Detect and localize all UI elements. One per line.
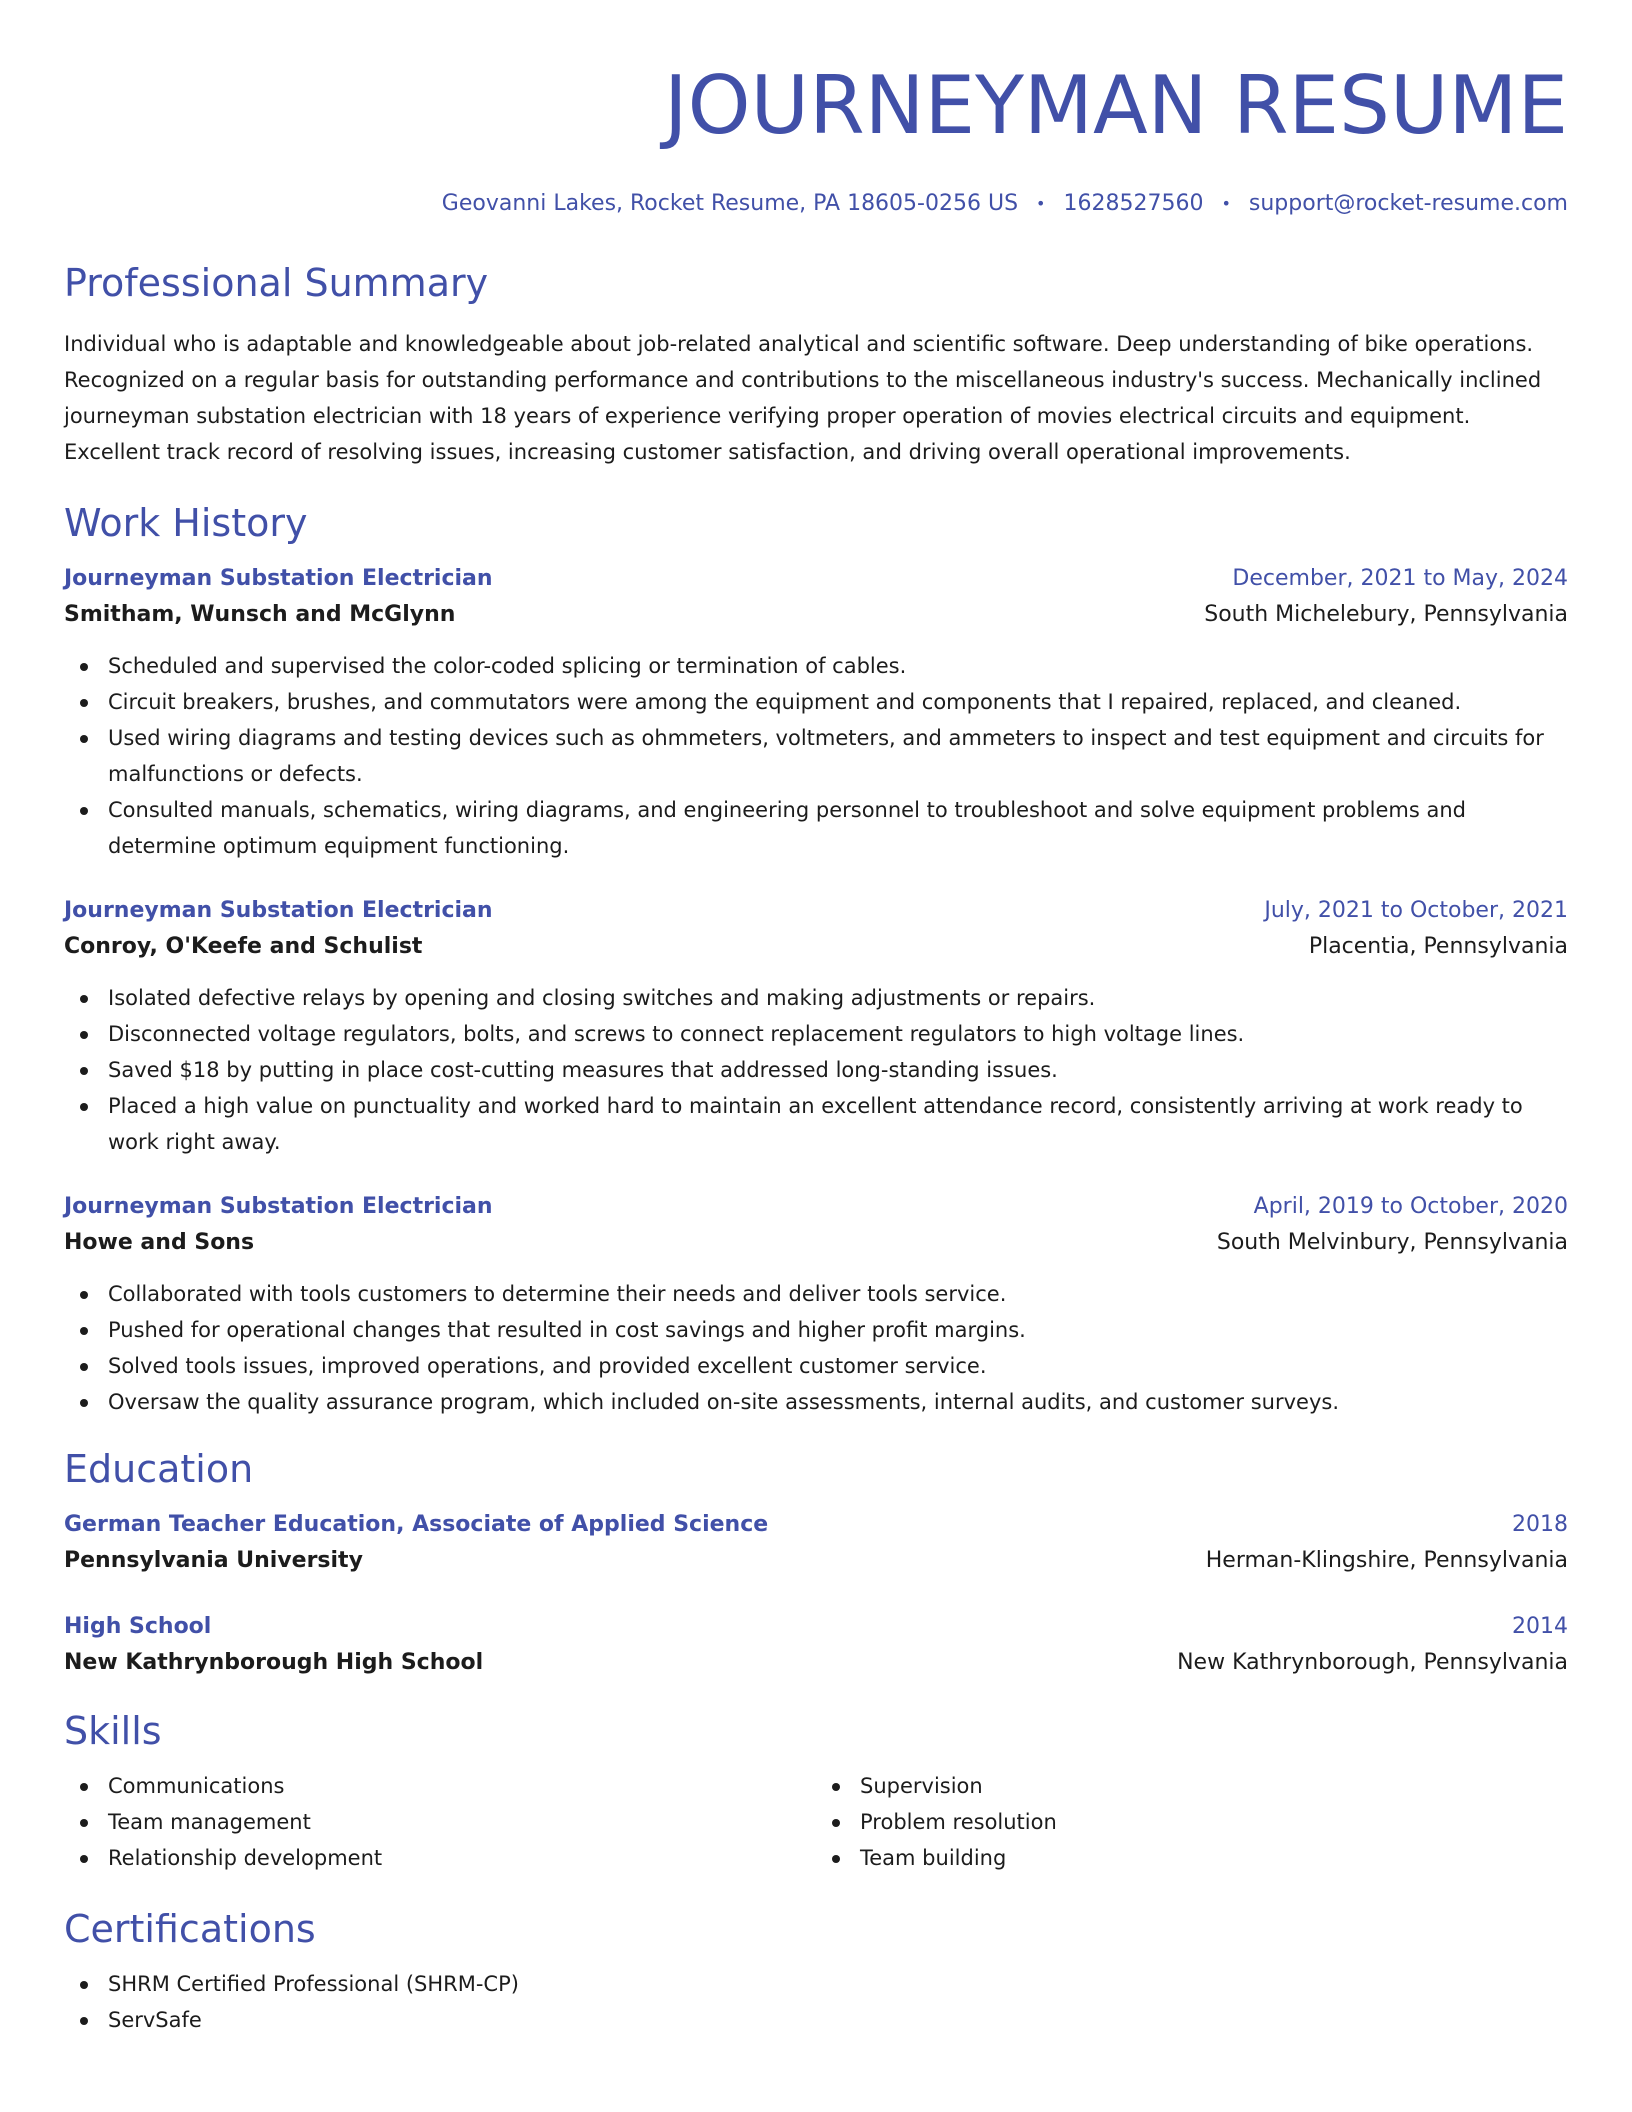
skills-column-right xyxy=(816,1768,1568,1876)
contact-email: support@rocket-resume.com xyxy=(1248,191,1568,216)
skills-grid xyxy=(64,1768,1568,1876)
resume-title: JOURNEYMAN RESUME xyxy=(663,59,1568,152)
job-bullets xyxy=(64,1276,1568,1420)
list-item: Circuit breakers, brushes, and commutators were among the equipment and components that I repaired, replaced, and cleaned. xyxy=(64,684,1568,720)
list-item: Scheduled and supervised the color-coded splicing or termination of cables. xyxy=(64,648,1568,684)
summary-text: Individual who is adaptable and knowledgeable about job-related analytical and scientific software. Deep understanding of bike operations. Recognized on a regular basis for outstanding performance and contributions to the miscellaneous industry's success. Mechanically inclined journeyman substation electrician with 18 years of experience verifying proper operation of movies electrical circuits and equipment. Excellent track record of resolving issues, increasing customer satisfaction, and driving overall operational improvements. xyxy=(64,332,1542,464)
list-item: Pushed for operational changes that resulted in cost savings and higher profit margins. xyxy=(64,1312,1568,1348)
education-location: New Kathrynborough, Pennsylvania xyxy=(1177,1650,1568,1675)
skill-item: Supervision xyxy=(816,1768,1568,1804)
list-item: Isolated defective relays by opening and closing switches and making adjustments or repairs. xyxy=(64,980,1568,1016)
education-degree: High School xyxy=(64,1614,212,1639)
job-bullets xyxy=(64,648,1568,864)
job-dates: July, 2021 to October, 2021 xyxy=(1264,898,1568,923)
job-role: Journeyman Substation Electrician xyxy=(64,898,493,923)
contact-separator: • xyxy=(1221,194,1231,213)
contact-phone: 1628527560 xyxy=(1063,191,1204,216)
summary-heading: Professional Summary xyxy=(64,261,489,305)
job-dates: April, 2019 to October, 2020 xyxy=(1253,1194,1568,1219)
job-entry xyxy=(64,1190,1568,1420)
list-item: Saved $18 by putting in place cost-cutting measures that addressed long-standing issues. xyxy=(64,1052,1568,1088)
skill-item: Communications xyxy=(64,1768,816,1804)
job-role: Journeyman Substation Electrician xyxy=(64,1194,493,1219)
work-history-heading: Work History xyxy=(64,501,308,545)
job-entry xyxy=(64,562,1568,864)
list-item: Collaborated with tools customers to determine their needs and deliver tools service. xyxy=(64,1276,1568,1312)
skill-item: Problem resolution xyxy=(816,1804,1568,1840)
list-item: Oversaw the quality assurance program, which included on-site assessments, internal audits, and customer surveys. xyxy=(64,1384,1568,1420)
job-bullets xyxy=(64,980,1568,1160)
skill-item: Relationship development xyxy=(64,1840,816,1876)
list-item: Consulted manuals, schematics, wiring diagrams, and engineering personnel to troubleshoot and solve equipment problems and determine optimum equipment functioning. xyxy=(64,792,1568,864)
education-heading: Education xyxy=(64,1447,254,1491)
skills-list xyxy=(64,1768,816,1876)
education-year: 2018 xyxy=(1512,1512,1568,1537)
job-role: Journeyman Substation Electrician xyxy=(64,566,493,591)
skills-column-left xyxy=(64,1768,816,1876)
job-company: Howe and Sons xyxy=(64,1230,255,1255)
education-school: New Kathrynborough High School xyxy=(64,1650,484,1675)
education-degree: German Teacher Education, Associate of Applied Science xyxy=(64,1512,769,1537)
certifications-heading: Certifications xyxy=(64,1907,316,1951)
job-location: South Michelebury, Pennsylvania xyxy=(1204,602,1568,627)
education-entry xyxy=(64,1610,1568,1682)
education-entry xyxy=(64,1508,1568,1580)
education-school: Pennsylvania University xyxy=(64,1548,363,1573)
job-entry xyxy=(64,894,1568,1160)
education-year: 2014 xyxy=(1512,1614,1568,1639)
skills-list xyxy=(816,1768,1568,1876)
skills-heading: Skills xyxy=(64,1709,162,1753)
job-dates: December, 2021 to May, 2024 xyxy=(1232,566,1568,591)
contact-separator: • xyxy=(1036,194,1046,213)
certification-item: ServSafe xyxy=(64,2002,1568,2038)
education-location: Herman-Klingshire, Pennsylvania xyxy=(1205,1548,1568,1573)
list-item: Placed a high value on punctuality and worked hard to maintain an excellent attendance record, consistently arriving at work ready to work right away. xyxy=(64,1088,1568,1160)
certification-item: SHRM Certified Professional (SHRM-CP) xyxy=(64,1966,1568,2002)
list-item: Used wiring diagrams and testing devices such as ohmmeters, voltmeters, and ammeters to inspect and test equipment and circuits for malfunctions or defects. xyxy=(64,720,1568,792)
skill-item: Team management xyxy=(64,1804,816,1840)
list-item: Disconnected voltage regulators, bolts, and screws to connect replacement regulators to high voltage lines. xyxy=(64,1016,1568,1052)
job-company: Conroy, O'Keefe and Schulist xyxy=(64,934,423,959)
job-location: South Melvinbury, Pennsylvania xyxy=(1216,1230,1568,1255)
contact-line xyxy=(64,190,1568,218)
certifications-list xyxy=(64,1966,1568,2038)
job-location: Placentia, Pennsylvania xyxy=(1308,934,1568,959)
job-company: Smitham, Wunsch and McGlynn xyxy=(64,602,456,627)
contact-address: Geovanni Lakes, Rocket Resume, PA 18605-0256 US xyxy=(441,191,1019,216)
skill-item: Team building xyxy=(816,1840,1568,1876)
list-item: Solved tools issues, improved operations, and provided excellent customer service. xyxy=(64,1348,1568,1384)
